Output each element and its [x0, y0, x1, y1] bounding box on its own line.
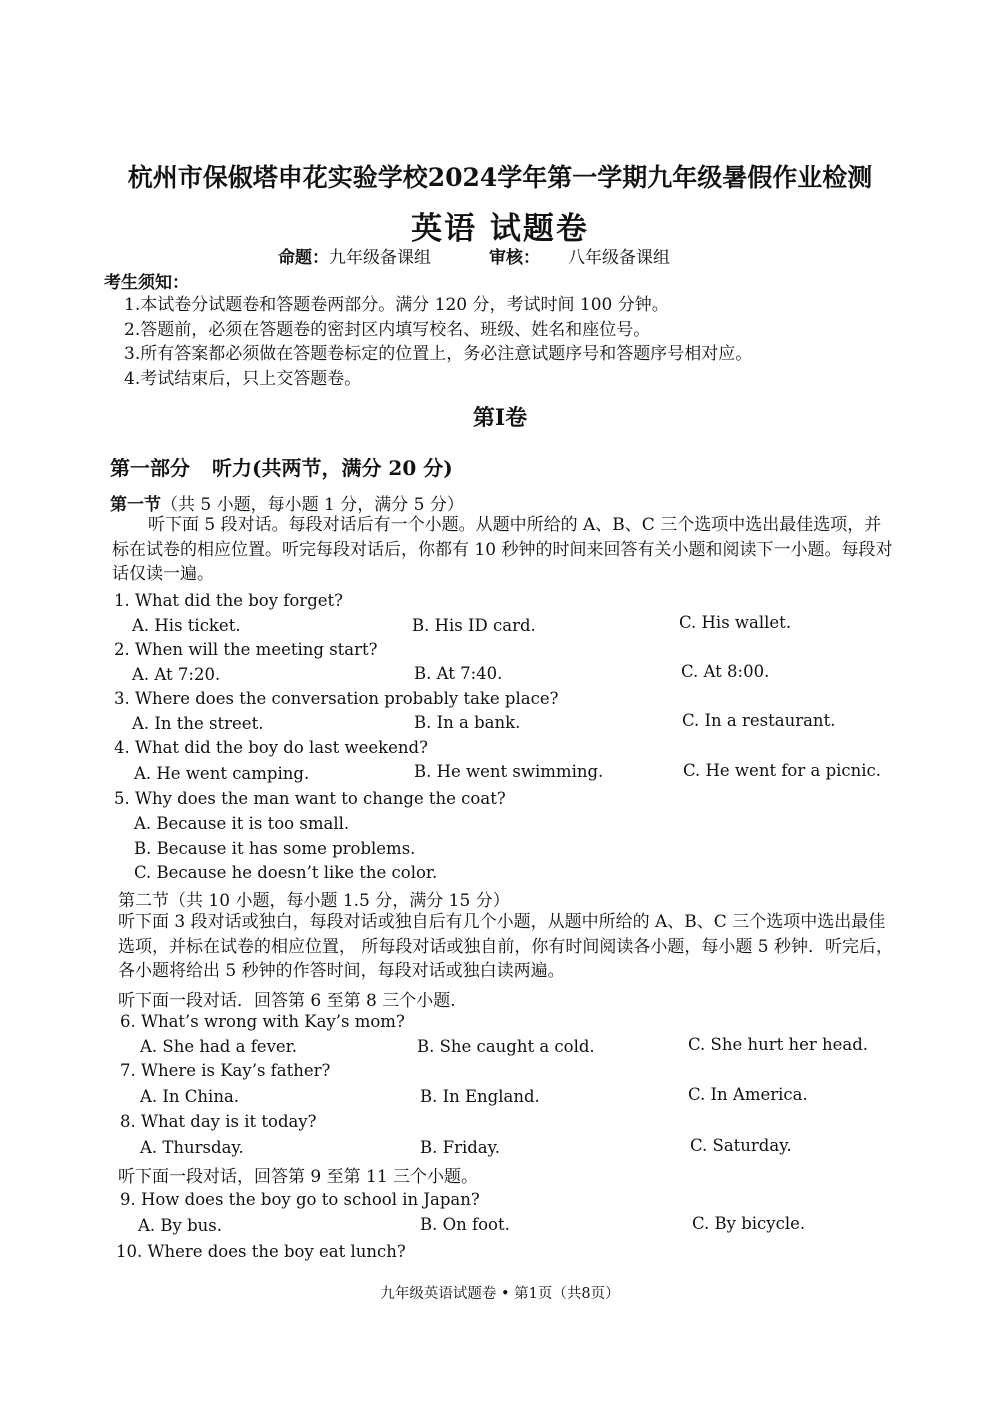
question-2: 2. When will the meeting start? — [114, 640, 378, 659]
question-4: 4. What did the boy do last weekend? — [114, 738, 428, 757]
exam-title: 杭州市保俶塔申花实验学校2024学年第一学期九年级暑假作业检测 — [127, 163, 873, 192]
q7-option-b: B. In England. — [420, 1087, 540, 1106]
question-5: 5. Why does the man want to change the coat? — [114, 789, 506, 808]
section-two-title: 第二节（共 10 小题，每小题 1.5 分，满分 15 分） — [118, 891, 510, 911]
section-one-title — [110, 490, 464, 515]
notice-item: 3.所有答案都必须做在答题卷标定的位置上，务必注意试题序号和答题序号相对应。 — [124, 344, 753, 364]
q5-option-a: A. Because it is too small. — [134, 814, 350, 833]
volume-title: 第Ⅰ卷 — [472, 405, 528, 431]
part-one-name: 第一部分 — [110, 456, 190, 480]
q2-option-b: B. At 7:40. — [414, 664, 503, 683]
q2-option-a: A. At 7:20. — [132, 665, 221, 684]
question-7: 7. Where is Kay’s father? — [120, 1061, 331, 1080]
q7-option-c: C. In America. — [688, 1085, 808, 1104]
q9-option-a: A. By bus. — [138, 1216, 222, 1235]
q1-option-c: C. His wallet. — [679, 613, 792, 632]
question-6: 6. What’s wrong with Kay’s mom? — [120, 1012, 405, 1031]
page-footer: 九年级英语试题卷 • 第1页（共8页） — [380, 1286, 620, 1302]
question-3: 3. Where does the conversation probably take place? — [114, 689, 559, 708]
q4-option-a: A. He went camping. — [134, 764, 310, 783]
q8-option-c: C. Saturday. — [690, 1136, 792, 1155]
q7-option-a: A. In China. — [140, 1087, 240, 1106]
author-name: 九年级备课组 — [329, 248, 431, 268]
exam-subtitle: 英语 试题卷 — [411, 211, 589, 247]
authors-line — [278, 243, 670, 268]
q2-option-c: C. At 8:00. — [681, 662, 770, 681]
question-8: 8. What day is it today? — [120, 1112, 317, 1131]
q1-option-b: B. His ID card. — [412, 616, 536, 635]
reviewer-name: 八年级备课组 — [568, 248, 670, 268]
reviewer-label: 审核： — [489, 248, 540, 268]
q9-option-c: C. By bicycle. — [692, 1214, 806, 1233]
section-one-info: （共 5 小题，每小题 1 分，满分 5 分） — [161, 495, 464, 515]
q3-option-b: B. In a bank. — [414, 713, 521, 732]
q6-option-c: C. She hurt her head. — [688, 1035, 869, 1054]
notice-heading: 考生须知： — [104, 273, 189, 293]
group-one-instruction: 听下面一段对话．回答第 6 至第 8 三个小题. — [118, 991, 456, 1011]
notice-item: 1.本试卷分试题卷和答题卷两部分。满分 120 分，考试时间 100 分钟。 — [124, 295, 669, 315]
q5-option-b: B. Because it has some problems. — [134, 839, 416, 858]
q6-option-a: A. She had a fever. — [140, 1037, 297, 1056]
section-one-name: 第一节 — [110, 495, 161, 515]
q9-option-b: B. On foot. — [420, 1215, 510, 1234]
q4-option-b: B. He went swimming. — [414, 762, 604, 781]
author-label: 命题： — [278, 248, 329, 268]
group-two-instruction: 听下面一段对话，回答第 9 至第 11 三个小题。 — [118, 1167, 479, 1187]
notice-item: 4.考试结束后，只上交答题卷。 — [124, 368, 362, 389]
q4-option-c: C. He went for a picnic. — [683, 761, 882, 780]
section-one-instructions: 听下面 5 段对话。每段对话后有一个小题。从题中所给的 A、B、C 三个选项中选出最佳选项，并标在试卷的相应位置。听完每段对话后，你都有 10 秒钟的时间来回答有关小题和阅读下一小题。每段对话仅读一遍。 — [112, 515, 893, 584]
part-one-title — [110, 452, 453, 481]
q6-option-b: B. She caught a cold. — [417, 1037, 595, 1056]
q8-option-a: A. Thursday. — [140, 1138, 244, 1157]
section-two-instructions: 听下面 3 段对话或独白，每段对话或独自后有几个小题，从题中所给的 A、B、C 三个选项中选出最佳选项，并标在试卷的相应位置， 所每段对话或独自前，你有时间阅读各小题，每小题 5 秒钟．听完后，各小题将给出 5 秒钟的作答时间，每段对话或独白读两遍。 — [118, 912, 894, 981]
question-9: 9. How does the boy go to school in Japan? — [120, 1190, 480, 1209]
notice-list — [124, 293, 752, 391]
notice-item: 2.答题前，必须在答题卷的密封区内填写校名、班级、姓名和座位号。 — [124, 319, 651, 340]
question-10: 10. Where does the boy eat lunch? — [116, 1242, 406, 1261]
q3-option-c: C. In a restaurant. — [682, 711, 836, 730]
part-one-heading: 听力(共两节，满分 20 分) — [212, 456, 453, 480]
q5-option-c: C. Because he doesn’t like the color. — [134, 863, 438, 882]
q8-option-b: B. Friday. — [420, 1138, 501, 1157]
question-1: 1. What did the boy forget? — [114, 591, 343, 610]
q3-option-a: A. In the street. — [132, 714, 264, 733]
q1-option-a: A. His ticket. — [132, 616, 241, 635]
